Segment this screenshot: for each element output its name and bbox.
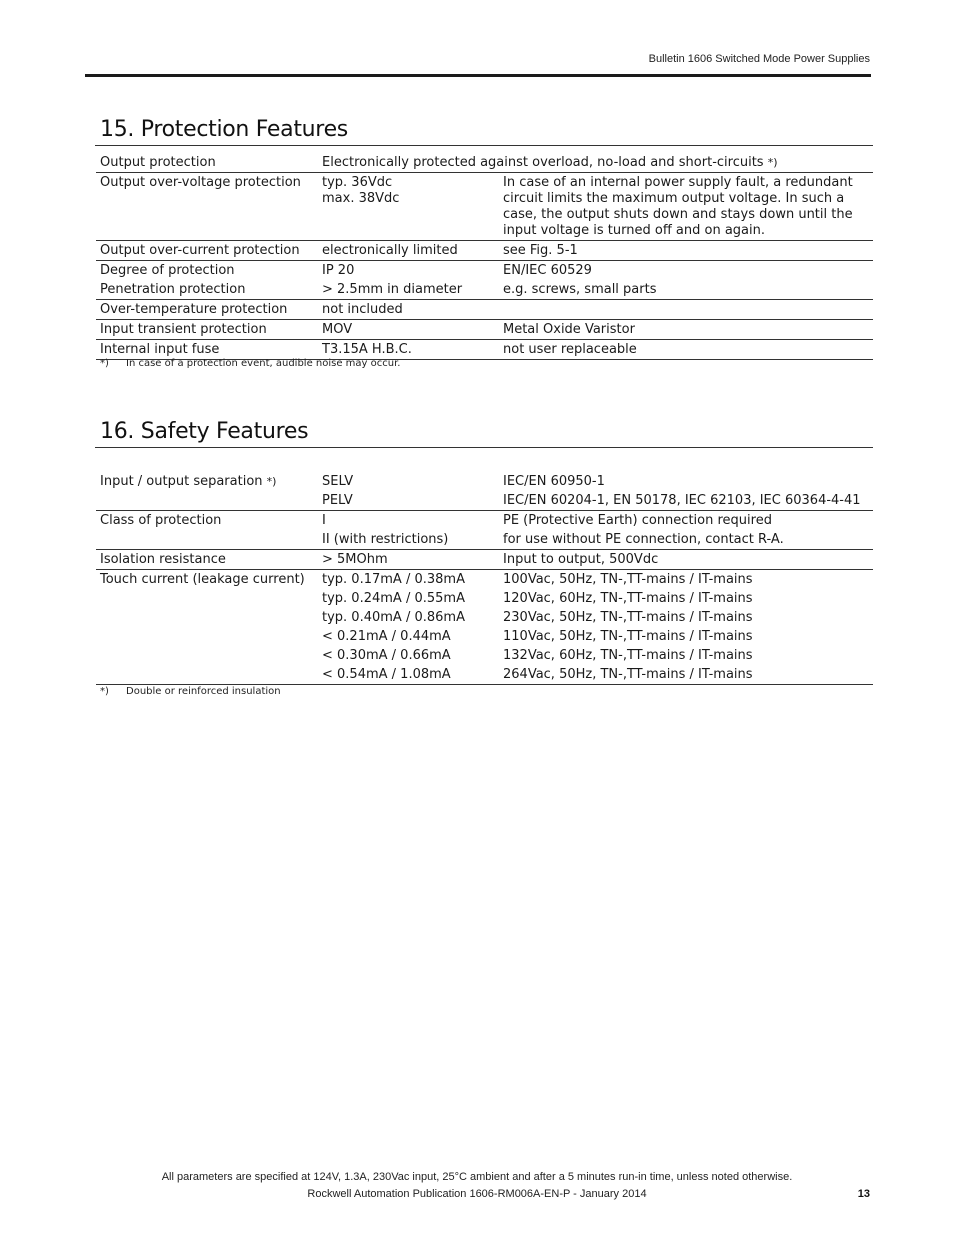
row-value: MOV (318, 320, 499, 340)
row-value: typ. 0.24mA / 0.55mA (322, 591, 465, 606)
row-value: < 0.30mA / 0.66mA (322, 648, 451, 663)
row-note: Metal Oxide Varistor (499, 320, 873, 340)
row-label (96, 472, 318, 491)
row-label: Class of protection (100, 513, 222, 528)
row-label (96, 608, 318, 627)
row-label (96, 491, 318, 511)
row-label (96, 627, 318, 646)
row-label: Isolation resistance (96, 550, 318, 570)
table-row (96, 472, 873, 491)
table-row (96, 608, 873, 627)
row-note: Input to output, 500Vdc (499, 550, 873, 570)
table-row (96, 173, 873, 241)
table-row (96, 627, 873, 646)
row-value: not included (318, 300, 499, 320)
row-value: II (with restrictions) (318, 530, 499, 550)
safety-table (96, 472, 873, 685)
safety-footnote (100, 686, 281, 697)
row-label: Touch current (leakage current) (100, 572, 305, 587)
row-note: IEC/EN 60204-1, EN 50178, IEC 62103, IEC 60364-4-41 (499, 491, 873, 511)
table-row (96, 280, 873, 300)
footnote-marker: *) (767, 156, 778, 169)
row-note (499, 300, 873, 320)
row-value: electronically limited (318, 241, 499, 261)
row-note: EN/IEC 60529 (503, 263, 592, 278)
row-note: e.g. screws, small parts (499, 280, 873, 300)
row-value (318, 153, 873, 173)
row-note: 100Vac, 50Hz, TN-,TT-mains / IT-mains (503, 572, 753, 587)
table-row (96, 261, 873, 281)
page-number: 13 (857, 1188, 870, 1200)
protection-footnote (100, 358, 400, 369)
safety-section-title: 16. Safety Features (100, 419, 309, 444)
safety-title-rule (95, 447, 873, 448)
row-note: PE (Protective Earth) connection required (503, 513, 772, 528)
row-value: SELV (322, 474, 354, 489)
row-note: 230Vac, 50Hz, TN-,TT-mains / IT-mains (503, 610, 753, 625)
table-row (96, 300, 873, 320)
row-label: Penetration protection (96, 280, 318, 300)
row-label (96, 646, 318, 665)
footnote-text: In case of a protection event, audible noise may occur. (126, 358, 401, 369)
row-value: < 0.21mA / 0.44mA (322, 629, 451, 644)
row-note: 264Vac, 50Hz, TN-,TT-mains / IT-mains (499, 665, 873, 685)
row-note: 110Vac, 50Hz, TN-,TT-mains / IT-mains (503, 629, 753, 644)
row-value: IP 20 (322, 263, 355, 278)
footnote-marker: *) (266, 475, 277, 488)
table-row (96, 340, 873, 360)
row-value: typ. 0.17mA / 0.38mA (322, 572, 465, 587)
table-row (96, 241, 873, 261)
row-label (96, 530, 318, 550)
row-label-text: Input / output separation (100, 474, 263, 489)
row-label: Input transient protection (96, 320, 318, 340)
header-rule (85, 74, 871, 77)
table-row (96, 530, 873, 550)
footnote-text: Double or reinforced insulation (126, 686, 281, 697)
footnote-marker: *) (100, 686, 109, 697)
row-value: < 0.54mA / 1.08mA (318, 665, 499, 685)
row-note: 120Vac, 60Hz, TN-,TT-mains / IT-mains (503, 591, 753, 606)
row-note: IEC/EN 60950-1 (503, 474, 605, 489)
footnote-marker: *) (100, 358, 109, 369)
row-label: Internal input fuse (96, 340, 318, 360)
table-row (96, 665, 873, 685)
protection-section-title: 15. Protection Features (100, 117, 348, 142)
row-label: Output protection (96, 153, 318, 173)
row-value: I (322, 513, 326, 528)
row-label (96, 589, 318, 608)
row-value: > 5MOhm (318, 550, 499, 570)
footer-publication: Rockwell Automation Publication 1606-RM006A-EN-P - January 2014 (307, 1188, 647, 1200)
row-value (318, 173, 499, 241)
row-label: Output over-voltage protection (96, 173, 318, 241)
running-header: Bulletin 1606 Switched Mode Power Supplies (648, 53, 870, 65)
table-row (96, 491, 873, 511)
table-row (96, 570, 873, 590)
row-value: > 2.5mm in diameter (318, 280, 499, 300)
row-note: not user replaceable (499, 340, 873, 360)
row-note: In case of an internal power supply fault, a redundant circuit limits the maximum output voltage. In such a case, the output shuts down and stays down until the input voltage is turned off and on again. (499, 173, 873, 241)
table-row (96, 589, 873, 608)
table-row (96, 153, 873, 173)
row-value-max: max. 38Vdc (322, 191, 400, 206)
row-value: PELV (318, 491, 499, 511)
row-value-text: Electronically protected against overload, no-load and short-circuits (322, 155, 764, 170)
row-note: see Fig. 5-1 (499, 241, 873, 261)
footer-note: All parameters are specified at 124V, 1.3A, 230Vac input, 25°C ambient and after a 5 minutes run-in time, unless noted otherwise. (161, 1171, 793, 1183)
row-note: 132Vac, 60Hz, TN-,TT-mains / IT-mains (503, 648, 753, 663)
row-label: Degree of protection (100, 263, 235, 278)
row-label: Over-temperature protection (96, 300, 318, 320)
table-row (96, 550, 873, 570)
row-label: Output over-current protection (96, 241, 318, 261)
table-row (96, 320, 873, 340)
protection-table (96, 153, 873, 360)
row-value-typ: typ. 36Vdc (322, 175, 393, 190)
protection-title-rule (95, 145, 873, 146)
table-row (96, 511, 873, 531)
row-value: typ. 0.40mA / 0.86mA (322, 610, 465, 625)
table-row (96, 646, 873, 665)
row-label (96, 665, 318, 685)
row-value: T3.15A H.B.C. (318, 340, 499, 360)
row-note: for use without PE connection, contact R-A. (499, 530, 873, 550)
